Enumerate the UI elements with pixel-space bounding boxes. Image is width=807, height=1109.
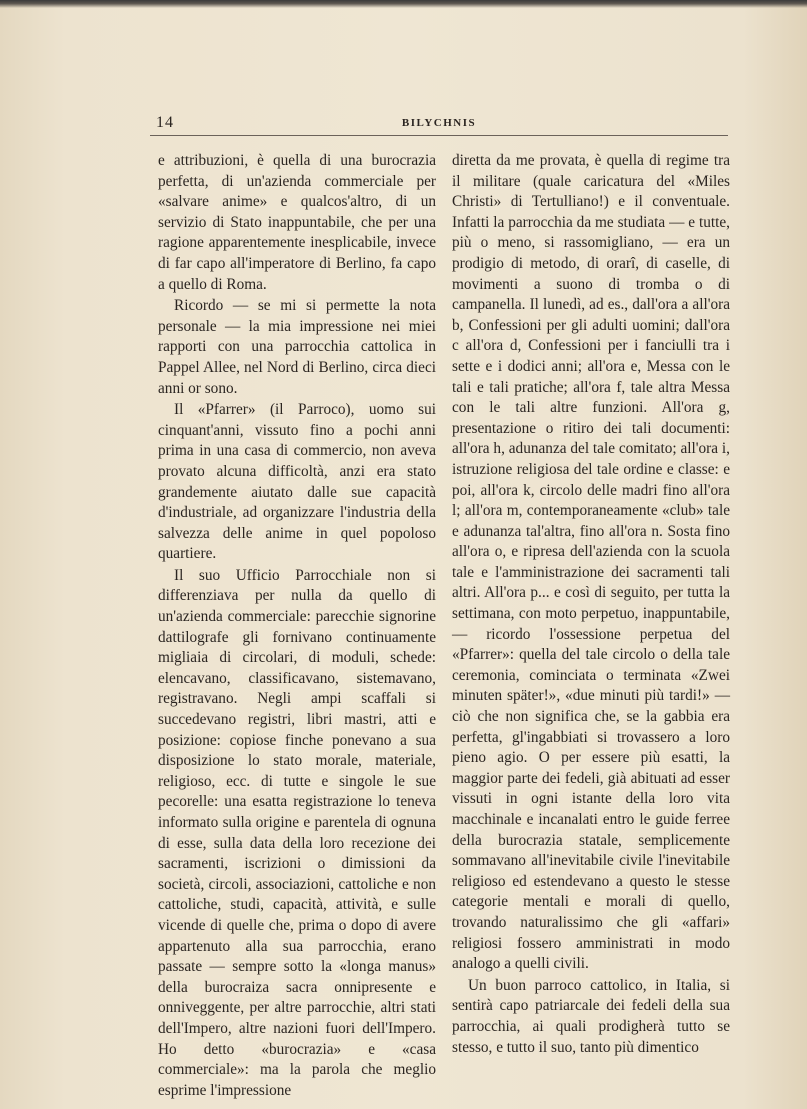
paragraph: diretta da me provata, è quella di regime tra il militare (quale caricatura del «Miles Christi» di Tertulliano!) e il conventuale. Infatti la parrocchia da me studiata — e tutte, più o meno, si rassomigliano, — era un prodigio di metodo, di orarî, di caselle, di movimenti a suono di tromba o di campanella. Il lunedì, ad es., dall'ora a all'ora b, Confessioni per gli adulti uomini; dall'ora c all'ora d, Confessioni per i fanciulli tra i sette e i dodici anni; all'ora e, Messa con le tali e tali pratiche; all'ora f, tale altra Messa con le tali altre funzioni. All'ora g, presentazione o ritiro dei tali documenti: all'ora h, adunanza del tale comitato; all'ora i, istruzione religiosa del tale ordine e classe: e poi, all'ora k, circolo delle madri fino all'ora l; all'ora m, contemporaneamente «club» tale e adunanza tal'altra, fino all'ora n. Sosta fino all'ora o, e ripresa dell'azienda con la scuola tale e l'amministrazione dei sacramenti tali altri. All'ora p... e così di seguito, per tutta la settimana, con moto perpetuo, inappuntabile, — ricordo l'ossessione perpetua del «Pfarrer»: quella del tale circolo o della tale ceremonia, cominciata o terminata «Zwei minuten später!», «due minuti più tardi!» — ciò che non significa che, se la gabbia era perfetta, gl'ingabbiati si trovassero a loro pieno agio. O per essere più esatti, la maggior parte dei fedeli, già abituati ad esser vissuti in ogni istante della loro vita macchinale e incanalati entro le guide ferree della burocrazia statale, semplicemente sommavano all'inevitabile civile l'inevitabile religioso ed estendevano a questo le stesse categorie mentali e morali di quello, trovando naturalissimo che gli «affari» religiosi fossero amministrati in modo analogo a quelli civili. [452, 152, 730, 973]
paragraph: Un buon parroco cattolico, in Italia, si sentirà capo patriarcale dei fedeli della sua parrocchia, ai quali prodigherà tutto se stesso, e tutto il suo, tanto più dimentico [452, 976, 730, 1056]
paragraph: Ricordo — se mi si permette la nota personale — la mia impressione nei miei rapporti con una parrocchia cattolica in Pappel Allee, nel Nord di Berlino, circa dieci anni or sono. [158, 297, 436, 397]
header-rule [150, 135, 728, 136]
paragraph: Il «Pfarrer» (il Parroco), uomo sui cinquant'anni, vissuto fino a pochi anni prima in una casa di commercio, non aveva provato alcuna difficoltà, anzi era stato grandemente aiutato dalle sue capacità d'industriale, ad organizzare l'industria della salvezza delle anime in quel popoloso quartiere. [158, 401, 436, 563]
running-title: BILYCHNIS [401, 117, 477, 129]
page-top-edge [0, 0, 807, 8]
paragraph: Il suo Ufficio Parrocchiale non si differenziava per nulla da quello di un'azienda commerciale: parecchie signorine dattilografe gli fornivano continuamente migliaia di circolari, di moduli, schede: elencavano, classificavano, sistemavano, registravano. Negli ampi scaffali si succedevano registri, libri mastri, atti e posizione: copiose finche ponevano a sua disposizione lo stato morale, materiale, religioso, ecc. di tutte e singole le sue pecorelle: una esatta registrazione lo teneva informato sulla origine e parentela di ognuna di esse, sulla data della loro recezione dei sacramenti, iscrizioni o dimissioni da società, circoli, associazioni, cattoliche e non cattoliche, studi, capacità, attività, e sulle vicende di quelle che, prima o dopo di avere appartenuto alla sua parrocchia, erano passate — sempre sotto la «longa manus» della burocraiza sacra onnipresente e onniveggente, per altre parrocchie, altri stati dell'Impero, altre nazioni fuori dell'Impero. Ho detto «burocrazia» e «casa commerciale»: ma la parola che meglio esprime l'impressione [158, 566, 436, 1099]
page-number: 14 [156, 114, 174, 131]
left-column [158, 151, 436, 1101]
paragraph: e attribuzioni, è quella di una burocrazia perfetta, di un'azienda commerciale per «salvare anime» e qualcos'altro, di un servizio di Stato inappuntabile, che per una ragione apparentemente inesplicabile, invece di far capo all'imperatore di Berlino, fa capo a quello di Roma. [158, 152, 436, 293]
page-header [150, 114, 728, 134]
right-column [452, 151, 730, 1058]
